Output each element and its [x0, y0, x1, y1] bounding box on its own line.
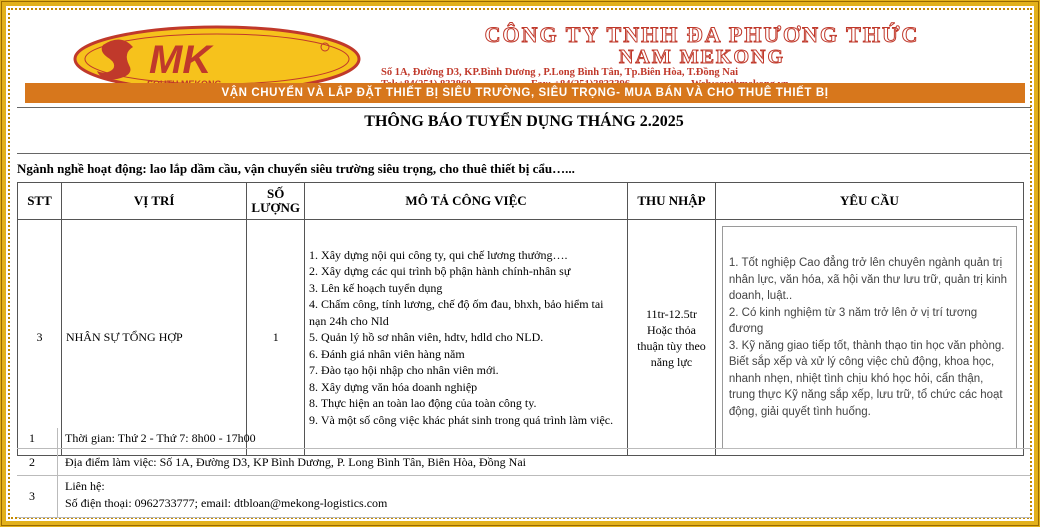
desc-item: 8. Xây dựng văn hóa doanh nghiệp: [309, 379, 478, 394]
divider: [57, 448, 58, 475]
divider: [57, 475, 58, 517]
footer-num: 2: [29, 455, 35, 469]
header-income: THU NHẬP: [628, 183, 716, 220]
business-sector: Ngành nghề hoạt động: lao lắp dầm cầu, vận chuyển siêu trường siêu trọng, cho thuê thiết bị cẩu…...: [17, 161, 575, 176]
income-line: thuận tùy theo: [637, 338, 706, 353]
footer-row: [17, 448, 1031, 476]
header-quantity: [247, 183, 305, 220]
page-title: THÔNG BÁO TUYỂN DỤNG THÁNG 2.2025: [364, 113, 684, 130]
desc-item: 7. Đào tạo hội nhập cho nhân viên mới.: [309, 363, 499, 378]
requirements-box: [722, 226, 1017, 449]
income-line: năng lực: [650, 354, 693, 369]
cell-stt: 3: [18, 220, 62, 456]
table-header-row: [18, 183, 1024, 220]
footer-num: 3: [29, 489, 35, 503]
header-quantity-l2: LƯỢNG: [251, 200, 301, 215]
company-name-line2: NAM MEKONG: [618, 46, 786, 68]
company-address: Số 1A, Đường D3, KP.Bình Dương , P.Long Bình Tân, Tp.Biên Hòa, T.Đồng Nai: [381, 67, 739, 78]
header-stt: STT: [18, 183, 62, 220]
table-row: [18, 220, 1024, 456]
header-position: VỊ TRÍ: [61, 183, 246, 220]
divider: [57, 428, 58, 448]
desc-item: 5. Quản lý hồ sơ nhân viên, hdtv, hdld cho NLD.: [309, 330, 544, 345]
divider: [17, 107, 1031, 108]
logo-text: MK: [149, 38, 212, 82]
footer-text: Địa điểm làm việc: Số 1A, Đường D3, KP Bình Dương, P. Long Bình Tân, Biên Hòa, Đồng Nai: [65, 455, 527, 469]
desc-item: 6. Đánh giá nhân viên hàng năm: [309, 346, 465, 361]
desc-item: 3. Lên kế hoạch tuyển dụng: [309, 280, 443, 295]
req-item: 3. Kỹ năng giao tiếp tốt, thành thạo tin học văn phòng. Biết sắp xếp và xử lý công việc chủ động, khoa học, nhanh nhẹn, nhiệt tình chịu khó học hỏi, cẩn thận, trung thực Kỹ năng sắp xếp, lưu trữ, tổ chức các hoạt động, giải quyết tình huống.: [728, 339, 1005, 418]
req-item: 1. Tốt nghiệp Cao đẳng trở lên chuyên ngành quản trị nhân lực, văn hóa, xã hội văn thư lưu trữ, quản trị kinh doanh, luật..: [728, 257, 1008, 302]
document: [17, 17, 1031, 522]
income-line: 11tr-12.5tr: [645, 306, 697, 321]
company-banner: VẬN CHUYỂN VÀ LẮP ĐẶT THIẾT BỊ SIÊU TRƯỜNG, SIÊU TRỌNG- MUA BÁN VÀ CHO THUÊ THIẾT BỊ: [25, 83, 1025, 103]
income-line: Hoặc thỏa: [646, 322, 696, 337]
cell-requirements: [715, 220, 1023, 456]
footer-num: 1: [29, 431, 35, 445]
cell-quantity: 1: [247, 220, 305, 456]
desc-item: 4. Chấm công, tính lương, chế độ ốm đau, bhxh, bảo hiểm tai nạn 24h cho Nld: [309, 297, 604, 328]
footer-text: Thời gian: Thứ 2 - Thứ 7: 8h00 - 17h00: [65, 431, 256, 445]
cell-income: [628, 220, 716, 456]
divider: [17, 153, 1031, 154]
desc-item: 2. Xây dựng các qui trình bộ phận hành chính-nhân sự: [309, 264, 571, 279]
footer-row: [17, 428, 1031, 449]
header-description: MÔ TẢ CÔNG VIỆC: [305, 183, 628, 220]
req-item: 2. Có kinh nghiệm từ 3 năm trở lên ở vị trí tương đương: [728, 306, 978, 335]
company-name: [382, 23, 1022, 67]
company-name-line1: CÔNG TY TNHH ĐA PHƯƠNG THỨC: [484, 22, 920, 47]
desc-item: 8. Thực hiện an toàn lao động của toàn công ty.: [309, 396, 537, 411]
header-quantity-l1: SỐ: [267, 186, 285, 201]
footer-row: [17, 475, 1031, 518]
desc-item: 9. Và một số công việc khác phát sinh trong quá trình làm việc.: [309, 412, 614, 427]
cell-description: [305, 220, 628, 456]
recruitment-table: [17, 182, 1024, 456]
footer-contact-info: Số điện thoại: 0962733777; email: dtbloan@mekong-logistics.com: [65, 496, 388, 510]
desc-item: 1. Xây dựng nội qui công ty, qui chế lương thưởng….: [309, 247, 568, 262]
footer-contact-label: Liên hệ:: [65, 479, 105, 493]
header-requirements: YÊU CẦU: [715, 183, 1023, 220]
cell-position: NHÂN SỰ TỔNG HỢP: [61, 220, 246, 456]
